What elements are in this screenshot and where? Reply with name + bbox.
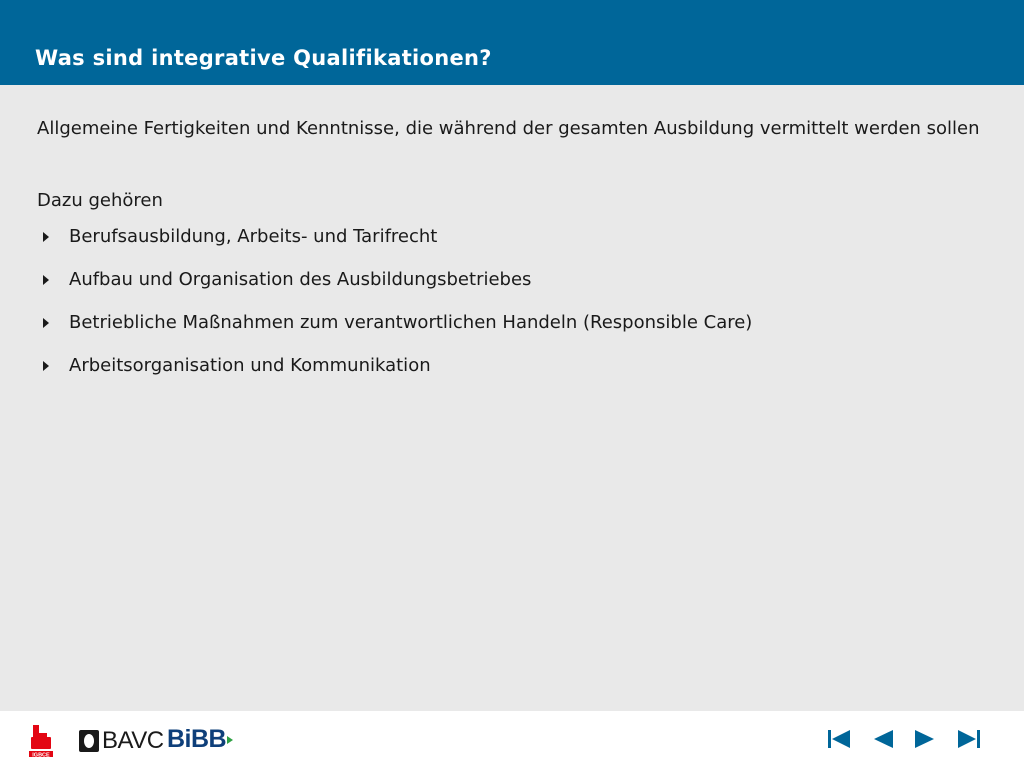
list-item	[37, 258, 987, 301]
bullet-arrow-icon	[43, 318, 49, 328]
bullet-arrow-icon	[43, 275, 49, 285]
header-bar	[0, 0, 1024, 85]
svg-text:IGBCE: IGBCE	[32, 752, 50, 759]
bullet-text: Aufbau und Organisation des Ausbildungsbetriebes	[69, 269, 532, 290]
next-slide-button[interactable]	[914, 729, 936, 751]
bullet-text: Betriebliche Maßnahmen zum verantwortlichen Handeln (Responsible Care)	[69, 312, 753, 333]
bavc-logo-text: BAVC	[102, 727, 164, 754]
bullet-text: Berufsausbildung, Arbeits- und Tarifrecht	[69, 226, 438, 247]
bullet-text: Arbeitsorganisation und Kommunikation	[69, 355, 431, 376]
bibb-arrow-icon	[227, 736, 233, 744]
list-item	[37, 301, 987, 344]
lead-text: Dazu gehören	[37, 190, 163, 211]
igbce-logo	[27, 723, 55, 759]
previous-slide-button[interactable]	[872, 729, 894, 751]
bibb-logo	[167, 725, 233, 754]
bibb-logo-text: BiBB	[167, 725, 227, 753]
bavc-mark-icon	[79, 730, 99, 752]
intro-text: Allgemeine Fertigkeiten und Kenntnisse, die während der gesamten Ausbildung vermittelt werden sollen	[37, 118, 980, 139]
footer-bar	[0, 711, 1024, 768]
skip-to-start-icon	[827, 729, 851, 749]
skip-to-end-icon	[957, 729, 981, 749]
first-slide-button[interactable]	[827, 729, 851, 751]
slide-content	[37, 113, 987, 387]
bullet-list	[37, 215, 987, 387]
bullet-arrow-icon	[43, 361, 49, 371]
list-item	[37, 215, 987, 258]
bavc-logo	[79, 726, 164, 756]
triangle-right-icon	[914, 729, 936, 749]
last-slide-button[interactable]	[957, 729, 981, 751]
triangle-left-icon	[872, 729, 894, 749]
bullet-arrow-icon	[43, 232, 49, 242]
list-item	[37, 344, 987, 387]
slide-title: Was sind integrative Qualifikationen?	[35, 46, 492, 70]
